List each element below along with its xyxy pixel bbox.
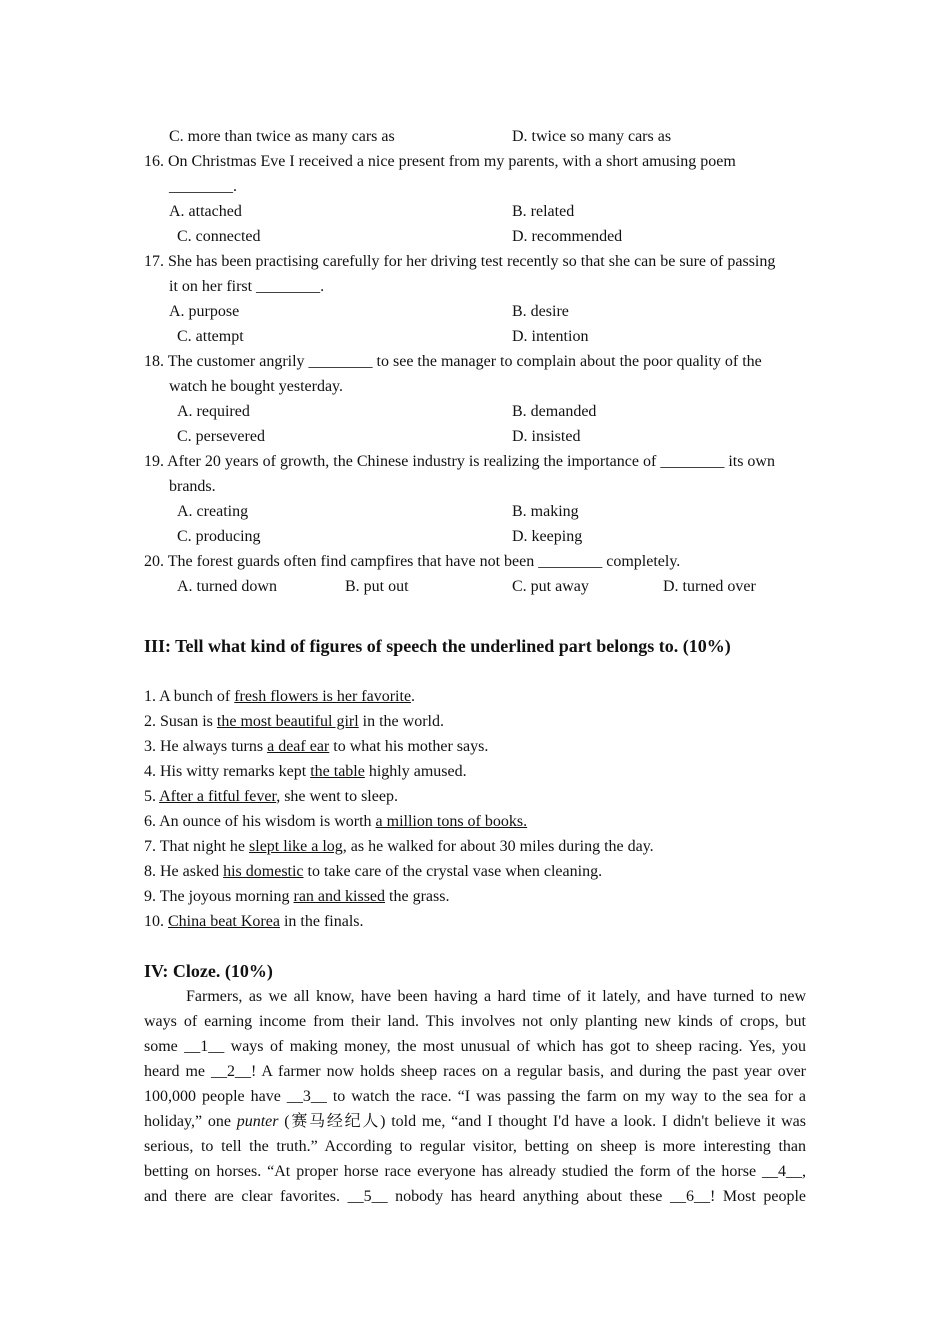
q16-options-row2 <box>144 224 806 249</box>
passage-line: some __1__ ways of making money, the most unusual of which has got to sheep racing. Yes, you <box>144 1038 806 1055</box>
q19-options-row1 <box>144 499 806 524</box>
list-item <box>144 809 806 834</box>
spacer <box>144 659 806 684</box>
q15-option-d: D. twice so many cars as <box>512 128 672 145</box>
item-text: 9. The joyous morning <box>144 888 294 905</box>
q17-options-row2 <box>144 324 806 349</box>
underlined-phrase: fresh flowers is her favorite <box>234 688 412 705</box>
q17-stem-1: 17. She has been practising carefully for her driving test recently so that she can be sure of passing <box>144 253 776 270</box>
item-text: to what his mother says. <box>329 738 489 755</box>
passage-line: and there are clear favorites. __5__ nobody has heard anything about these __6__! Most people <box>144 1188 806 1205</box>
q18-options-row1 <box>144 399 806 424</box>
q18-stem-1: 18. The customer angrily ________ to see the manager to complain about the poor quality of the <box>144 353 762 370</box>
q16-stem-1: 16. On Christmas Eve I received a nice present from my parents, with a short amusing poem <box>144 153 736 170</box>
list-item <box>144 834 806 859</box>
q16-option-c: C. connected <box>177 228 261 245</box>
list-item <box>144 859 806 884</box>
cloze-passage <box>144 984 806 1209</box>
spacer <box>144 934 806 959</box>
passage-line: 100,000 people have __3__ to watch the race. “I was passing the farm on my way to the sea for a <box>144 1088 806 1105</box>
underlined-phrase: the table <box>310 763 365 780</box>
q19-option-d: D. keeping <box>512 528 583 545</box>
underlined-phrase: the most beautiful girl <box>216 713 359 730</box>
passage-text: (赛马经纪人) told me, “and I thought I'd have a look. I didn't believe it was <box>278 1113 806 1130</box>
section-3-list <box>144 684 806 934</box>
q18-option-d: D. insisted <box>512 428 581 445</box>
underlined-phrase: a million tons of books. <box>375 813 528 830</box>
item-text: , she went to sleep. <box>276 788 398 805</box>
passage-line: betting on horses. “At proper horse race everyone has already studied the form of the horse __4__, <box>144 1163 806 1180</box>
list-item <box>144 759 806 784</box>
item-text: 7. That night he <box>144 838 250 855</box>
q17-stem-2: it on her first ________. <box>169 278 325 295</box>
q16-option-b: B. related <box>512 203 575 220</box>
passage-line: heard me __2__! A farmer now holds sheep races on a regular basis, and during the past year over <box>144 1063 806 1080</box>
q18-option-b: B. demanded <box>512 403 597 420</box>
list-item <box>144 909 806 934</box>
q19-stem-1: 19. After 20 years of growth, the Chinese industry is realizing the importance of ________ its own <box>144 453 775 470</box>
underlined-phrase: China beat Korea <box>168 913 280 930</box>
q19-stem-2: brands. <box>169 478 216 495</box>
passage-line <box>144 1109 806 1134</box>
item-text: in the finals. <box>279 913 364 930</box>
q20-option-d: D. turned over <box>663 578 756 595</box>
q16-option-d: D. recommended <box>512 228 623 245</box>
item-text: 5. <box>144 788 160 805</box>
q17-option-b: B. desire <box>512 303 569 320</box>
q15-options <box>144 124 806 149</box>
item-text: 10. <box>144 913 168 930</box>
item-text: . <box>411 688 416 705</box>
q20-stem: 20. The forest guards often find campfires that have not been ________ completely. <box>144 553 681 570</box>
q20-option-c: C. put away <box>512 578 589 595</box>
q19-option-c: C. producing <box>177 528 261 545</box>
underlined-phrase: After a fitful fever <box>159 788 277 805</box>
q16-options-row1 <box>144 199 806 224</box>
q18-option-a: A. required <box>177 403 250 420</box>
q17-option-d: D. intention <box>512 328 589 345</box>
underlined-phrase: slept like a log <box>249 838 343 855</box>
q19-option-a: A. creating <box>177 503 249 520</box>
q18-option-c: C. persevered <box>177 428 265 445</box>
item-text: the grass. <box>385 888 450 905</box>
q20-option-b: B. put out <box>345 578 409 595</box>
underlined-phrase: a deaf ear <box>267 738 330 755</box>
q17-option-a: A. purpose <box>169 303 240 320</box>
spacer <box>144 599 806 634</box>
underlined-phrase: his domestic <box>223 863 304 880</box>
q17-options-row1 <box>144 299 806 324</box>
list-item <box>144 884 806 909</box>
q18-stem-2: watch he bought yesterday. <box>169 378 344 395</box>
list-item <box>144 734 806 759</box>
list-item <box>144 709 806 734</box>
q19-options-row2 <box>144 524 806 549</box>
underlined-phrase: ran and kissed <box>293 888 386 905</box>
q20-option-a: A. turned down <box>177 578 277 595</box>
item-text: 3. He always turns <box>144 738 268 755</box>
q16-option-a: A. attached <box>169 203 242 220</box>
item-text: 4. His witty remarks kept <box>144 763 311 780</box>
q17-option-c: C. attempt <box>177 328 244 345</box>
item-text: , as he walked for about 30 miles during the day. <box>342 838 654 855</box>
q15-option-c: C. more than twice as many cars as <box>169 128 395 145</box>
item-text: highly amused. <box>364 763 467 780</box>
item-text: in the world. <box>358 713 444 730</box>
passage-line: ways of earning income from their land. This involves not only planting new kinds of crops, but <box>144 1013 806 1030</box>
section-4-heading: IV: Cloze. (10%) <box>144 961 273 981</box>
item-text: 6. An ounce of his wisdom is worth <box>144 813 376 830</box>
item-text: 2. Susan is <box>144 713 217 730</box>
document-page <box>144 124 806 1209</box>
q19-option-b: B. making <box>512 503 579 520</box>
passage-text: holiday,” one <box>144 1113 237 1130</box>
passage-line: serious, to tell the truth.” According to regular visitor, betting on sheep is more interesting than <box>144 1138 806 1155</box>
item-text: 1. A bunch of <box>144 688 235 705</box>
list-item <box>144 784 806 809</box>
passage-line: Farmers, as we all know, have been having a hard time of it lately, and have turned to new <box>186 988 806 1005</box>
item-text: to take care of the crystal vase when cleaning. <box>303 863 603 880</box>
italic-term: punter <box>236 1113 279 1130</box>
item-text: 8. He asked <box>144 863 224 880</box>
q16-stem-2: ________. <box>169 178 237 195</box>
q20-options <box>144 574 806 599</box>
list-item <box>144 684 806 709</box>
section-3-heading: III: Tell what kind of figures of speech the underlined part belongs to. (10%) <box>144 636 731 656</box>
q18-options-row2 <box>144 424 806 449</box>
